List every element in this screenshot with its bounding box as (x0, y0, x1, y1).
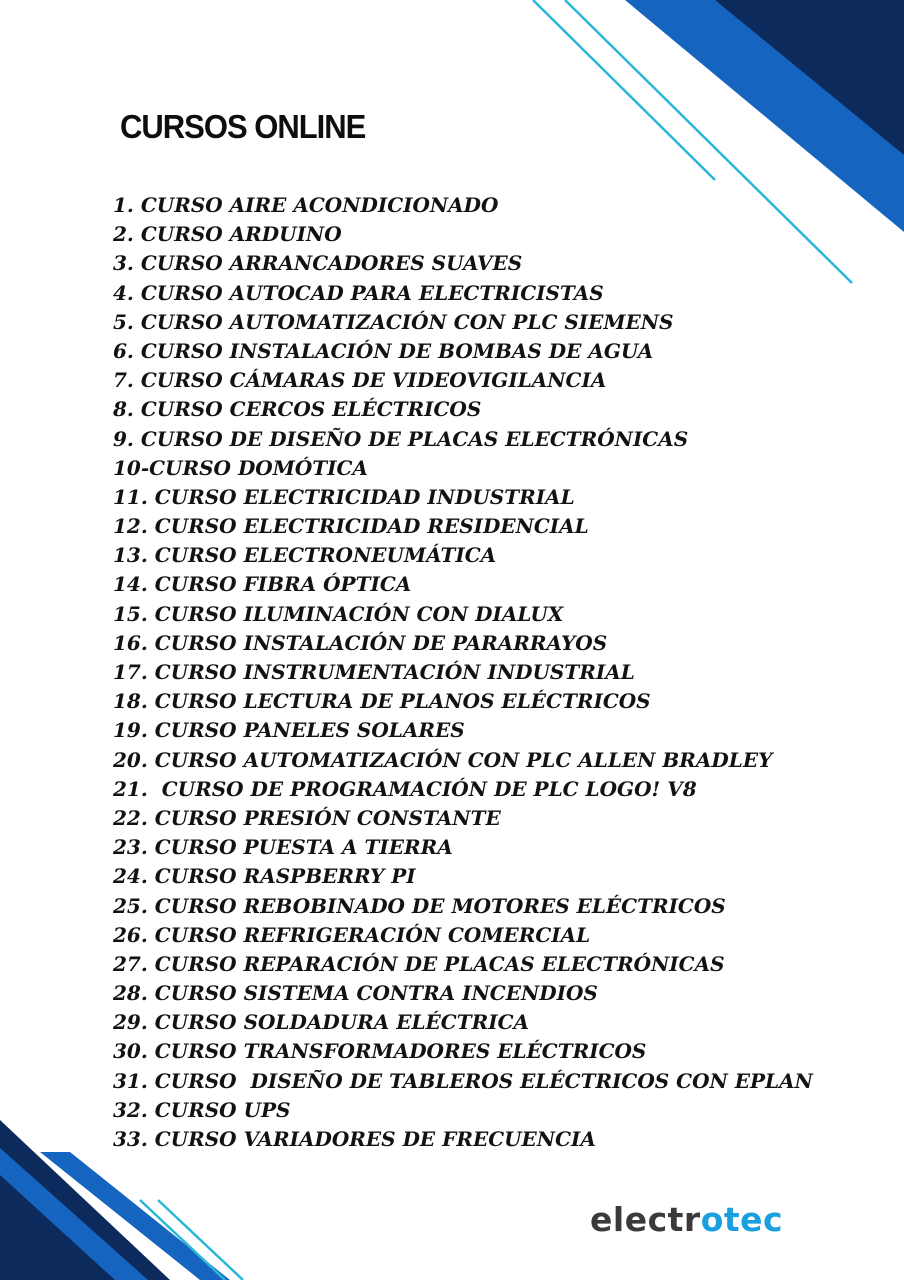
course-item: 25. CURSO REBOBINADO DE MOTORES ELÉCTRICOS (113, 893, 726, 918)
course-item: 2. CURSO ARDUINO (113, 222, 342, 247)
course-item: 21. CURSO DE PROGRAMACIÓN DE PLC LOGO! V8 (113, 776, 697, 801)
course-item: 9. CURSO DE DISEÑO DE PLACAS ELECTRÓNICAS (113, 426, 689, 451)
course-item: 23. CURSO PUESTA A TIERRA (113, 835, 453, 860)
course-item: 18. CURSO LECTURA DE PLANOS ELÉCTRICOS (113, 689, 651, 714)
course-item: 32. CURSO UPS (113, 1097, 291, 1122)
course-item: 33. CURSO VARIADORES DE FRECUENCIA (113, 1127, 596, 1151)
course-item: 16. CURSO INSTALACIÓN DE PARARRAYOS (113, 630, 608, 655)
course-item: 1. CURSO AIRE ACONDICIONADO (113, 193, 499, 217)
course-item: 15. CURSO ILUMINACIÓN CON DIALUX (113, 601, 564, 626)
course-item: 29. CURSO SOLDADURA ELÉCTRICA (113, 1010, 530, 1035)
course-item: 12. CURSO ELECTRICIDAD RESIDENCIAL (113, 514, 589, 539)
course-list (113, 191, 813, 1154)
course-item: 26. CURSO REFRIGERACIÓN COMERCIAL (113, 922, 591, 947)
electrotec-logo (590, 1200, 784, 1239)
logo-text-part1: electr (590, 1200, 701, 1239)
course-item: 5. CURSO AUTOMATIZACIÓN CON PLC SIEMENS (113, 309, 674, 334)
course-item: 4. CURSO AUTOCAD PARA ELECTRICISTAS (113, 280, 604, 305)
course-item: 20. CURSO AUTOMATIZACIÓN CON PLC ALLEN BRADLEY (113, 747, 773, 772)
course-item: 13. CURSO ELECTRONEUMÁTICA (113, 543, 497, 568)
logo-text-part2: otec (700, 1200, 784, 1239)
course-item: 3. CURSO ARRANCADORES SUAVES (113, 251, 523, 276)
course-item: 28. CURSO SISTEMA CONTRA INCENDIOS (113, 981, 598, 1006)
course-item: 22. CURSO PRESIÓN CONSTANTE (113, 805, 501, 830)
course-item: 17. CURSO INSTRUMENTACIÓN INDUSTRIAL (113, 660, 635, 684)
course-item: 24. CURSO RASPBERRY PI (113, 864, 416, 889)
course-item: 27. CURSO REPARACIÓN DE PLACAS ELECTRÓNICAS (113, 951, 725, 976)
course-item: 19. CURSO PANELES SOLARES (113, 718, 465, 743)
course-item: 31. CURSO DISEÑO DE TABLEROS ELÉCTRICOS CON EPLAN (113, 1068, 813, 1093)
course-item: 30. CURSO TRANSFORMADORES ELÉCTRICOS (113, 1039, 647, 1064)
course-item: 11. CURSO ELECTRICIDAD INDUSTRIAL (113, 484, 575, 509)
page-title: CURSOS ONLINE (120, 107, 366, 146)
course-item: 14. CURSO FIBRA ÓPTICA (113, 572, 412, 597)
course-item: 10-CURSO DOMÓTICA (113, 455, 368, 480)
course-item: 6. CURSO INSTALACIÓN DE BOMBAS DE AGUA (113, 338, 654, 363)
course-item: 8. CURSO CERCOS ELÉCTRICOS (113, 397, 482, 422)
course-item: 7. CURSO CÁMARAS DE VIDEOVIGILANCIA (113, 368, 607, 393)
